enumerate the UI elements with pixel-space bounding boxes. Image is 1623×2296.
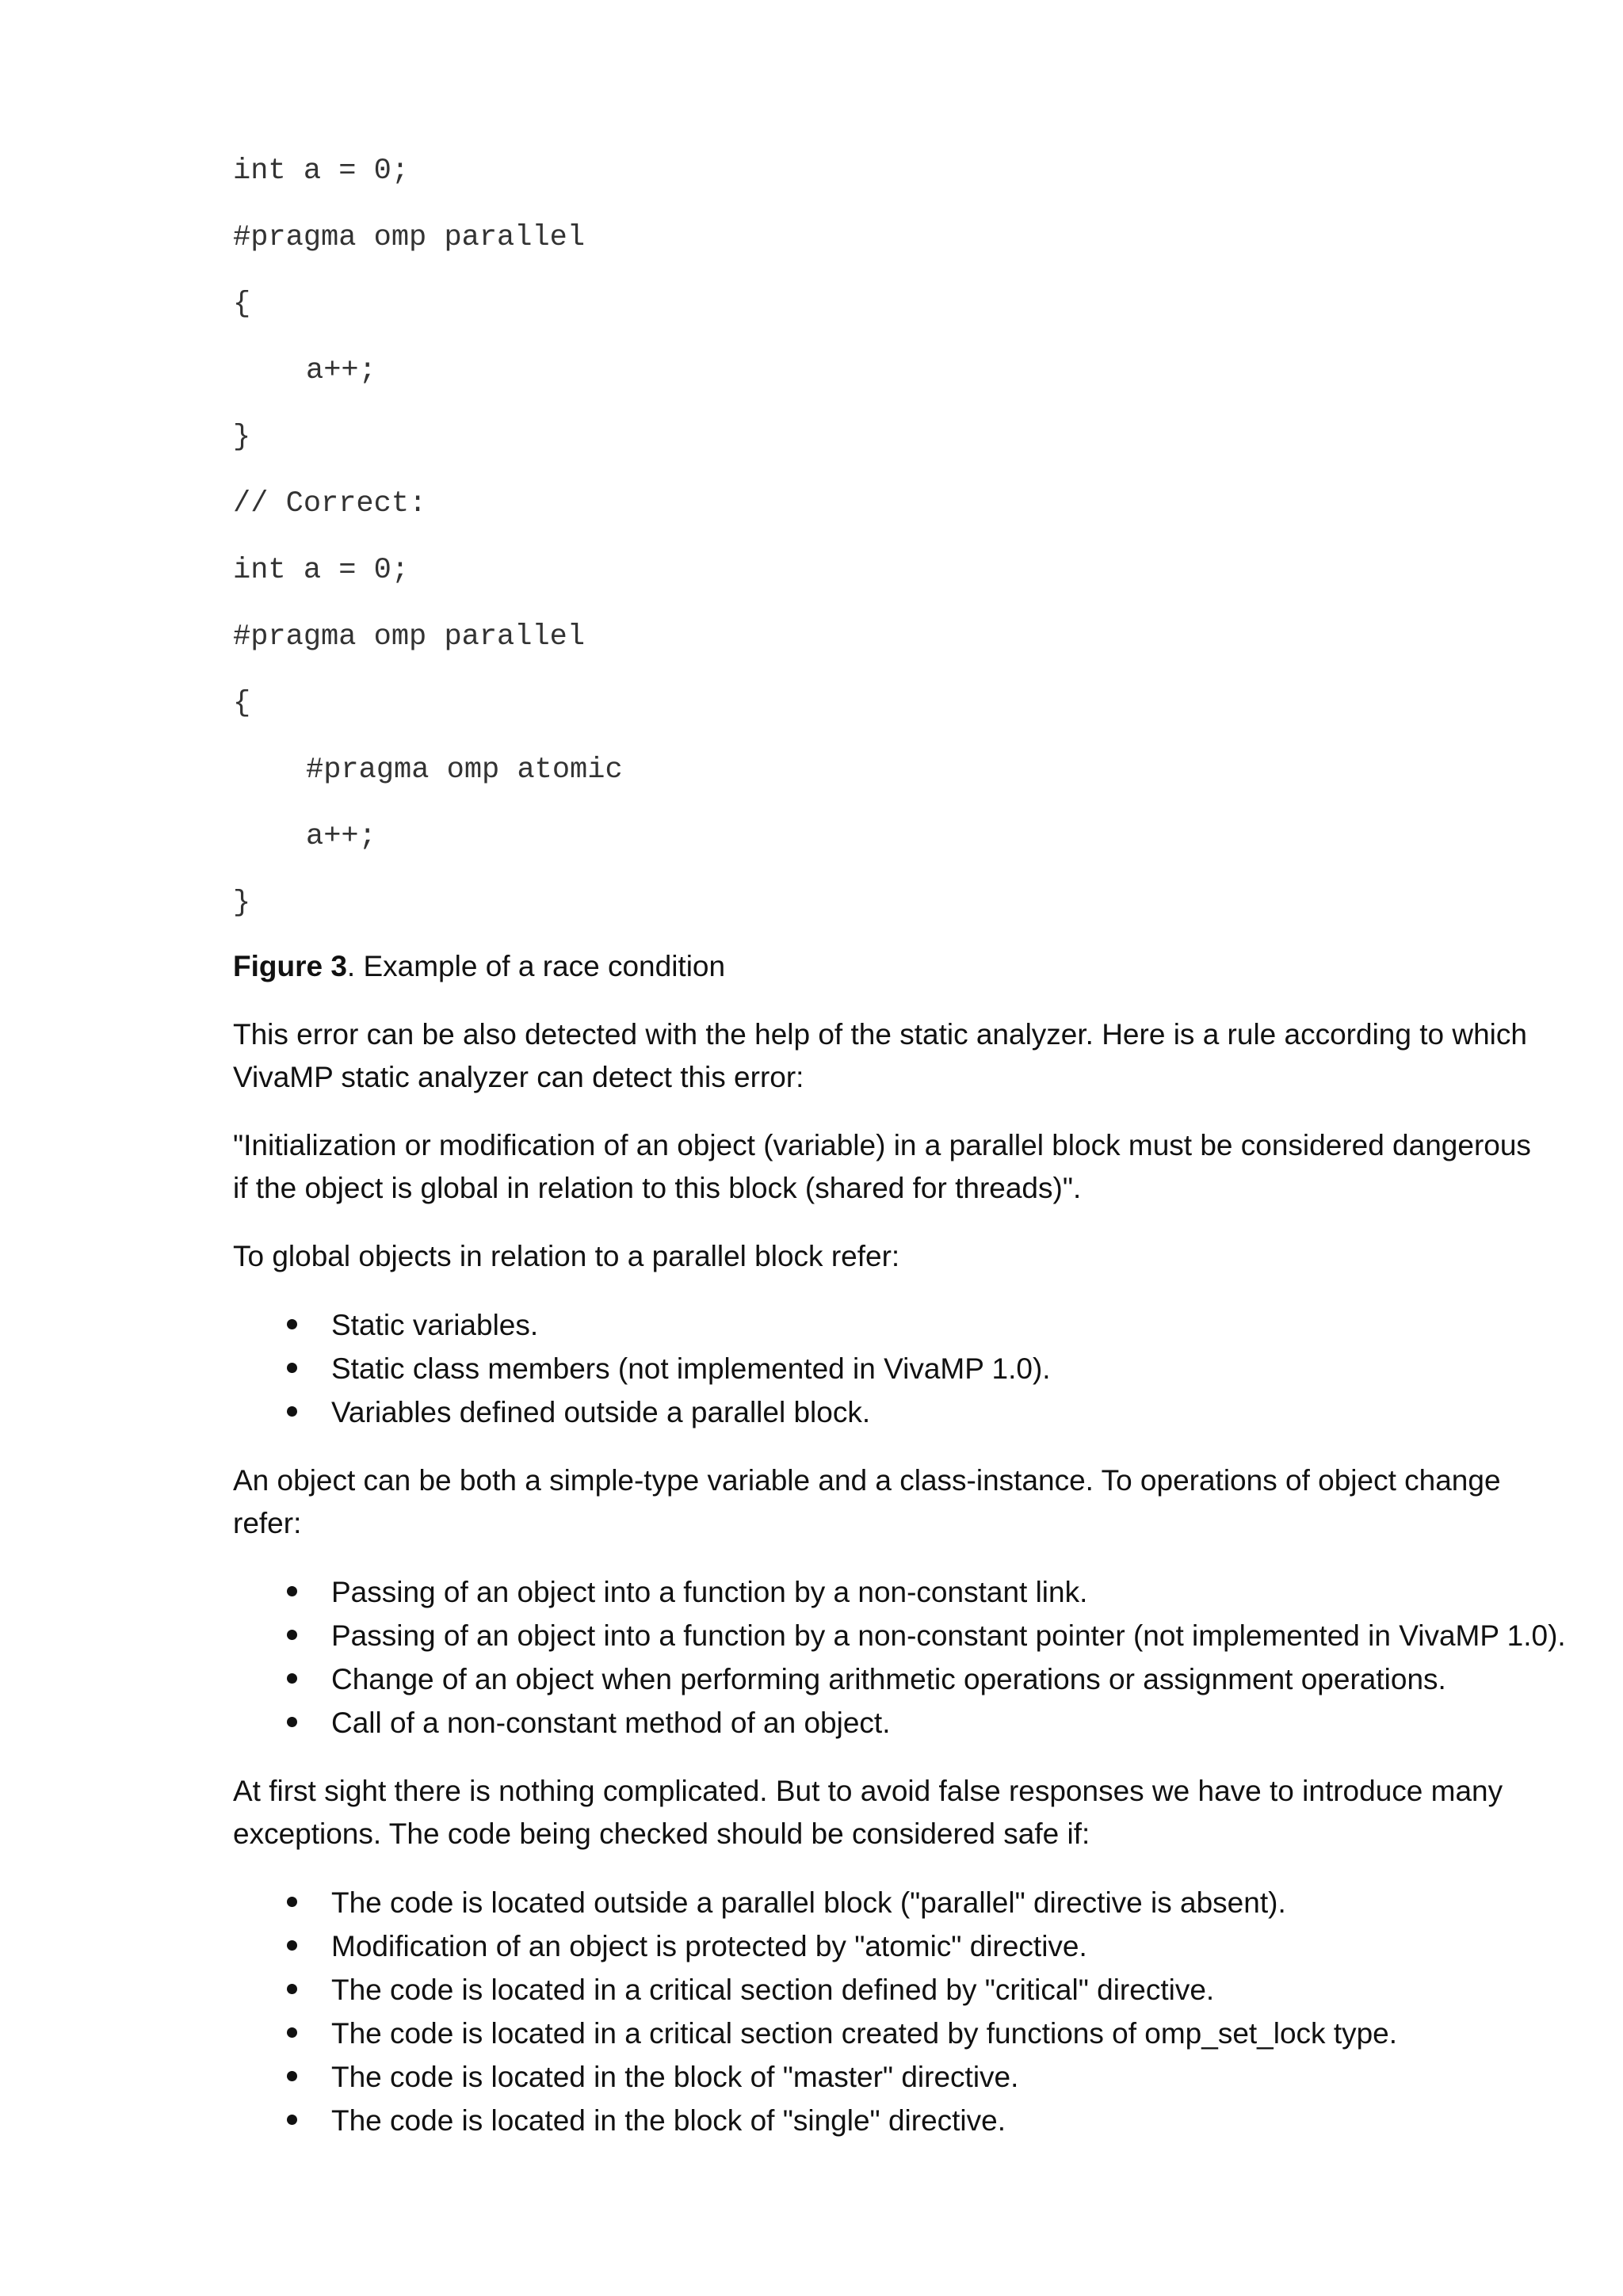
list-item <box>233 1614 1566 1657</box>
list-item <box>233 1570 1549 1614</box>
bullet-icon <box>287 2071 297 2081</box>
body-text <box>233 945 1566 2168</box>
code-listing <box>233 147 623 945</box>
list-item <box>233 1303 1549 1347</box>
code-line: #pragma omp parallel <box>233 221 586 254</box>
bullet-icon <box>287 1363 297 1373</box>
code-line: #pragma omp atomic <box>306 753 623 787</box>
global-objects-list <box>233 1303 1549 1434</box>
list-item-text: Static class members (not implemented in VivaMP 1.0). <box>331 1352 1051 1385</box>
code-line: } <box>233 421 251 454</box>
bullet-icon <box>287 1897 297 1907</box>
paragraph-exceptions: At first sight there is nothing complicated. But to avoid false responses we have to introduce many exceptions. The code being checked should be considered safe if: <box>233 1775 1503 1850</box>
code-comment: // Correct: <box>233 487 427 521</box>
list-item <box>233 1881 1549 1924</box>
bullet-icon <box>287 1673 297 1684</box>
figure-label: Figure 3 <box>233 950 347 982</box>
figure-caption-text: . Example of a race condition <box>346 950 726 982</box>
paragraph-global-objects: To global objects in relation to a parallel block refer: <box>233 1240 900 1272</box>
list-item <box>233 1390 1549 1434</box>
list-item <box>233 2012 1549 2055</box>
bullet-icon <box>287 2115 297 2125</box>
list-item-text: Modification of an object is protected by "atomic" directive. <box>331 1930 1087 1962</box>
paragraph-intro: This error can be also detected with the help of the static analyzer. Here is a rule according to which VivaMP static analyzer can detect this error: <box>233 1018 1527 1093</box>
paragraph-object-change: An object can be both a simple-type variable and a class-instance. To operations of object change refer: <box>233 1464 1501 1539</box>
bullet-icon <box>287 2027 297 2038</box>
list-item <box>233 1968 1549 2012</box>
object-change-list <box>233 1570 1566 1745</box>
list-item-text: Variables defined outside a parallel block. <box>331 1396 871 1428</box>
list-item <box>233 2099 1549 2142</box>
code-line: { <box>233 687 251 720</box>
bullet-icon <box>287 1406 297 1417</box>
bullet-icon <box>287 1940 297 1951</box>
bullet-icon <box>287 1630 297 1640</box>
list-item <box>233 1924 1549 1968</box>
code-line: } <box>233 887 251 920</box>
bullet-icon <box>287 1586 297 1596</box>
list-item-text: The code is located in the block of "master" directive. <box>331 2061 1019 2093</box>
list-item-text: The code is located outside a parallel block ("parallel" directive is absent). <box>331 1886 1286 1919</box>
bullet-icon <box>287 1319 297 1329</box>
code-line: #pragma omp parallel <box>233 620 586 654</box>
bullet-icon <box>287 1717 297 1727</box>
list-item-text: The code is located in a critical section defined by "critical" directive. <box>331 1974 1215 2006</box>
list-item-text: Static variables. <box>331 1309 539 1341</box>
list-item <box>233 1657 1549 1701</box>
code-line: int a = 0; <box>233 554 410 587</box>
code-line: a++; <box>306 354 376 387</box>
list-item-text: Passing of an object into a function by a non-constant link. <box>331 1576 1088 1608</box>
paragraph-rule: "Initialization or modification of an object (variable) in a parallel block must be considered dangerous if the object is global in relation to this block (shared for threads)". <box>233 1129 1531 1204</box>
code-line: a++; <box>306 820 376 853</box>
list-item-text: The code is located in the block of "single" directive. <box>331 2104 1006 2137</box>
list-item-text: Passing of an object into a function by a non-constant pointer (not implemented in VivaMP 1.0). <box>331 1619 1566 1652</box>
code-line: { <box>233 288 251 321</box>
list-item-text: The code is located in a critical section created by functions of omp_set_lock type. <box>331 2017 1398 2050</box>
figure-caption <box>233 945 1549 988</box>
list-item <box>233 1347 1549 1390</box>
list-item <box>233 2055 1549 2099</box>
code-line: int a = 0; <box>233 154 410 188</box>
exceptions-list <box>233 1881 1549 2142</box>
list-item-text: Change of an object when performing arithmetic operations or assignment operations. <box>331 1663 1446 1695</box>
list-item-text: Call of a non-constant method of an object. <box>331 1707 891 1739</box>
bullet-icon <box>287 1984 297 1994</box>
list-item <box>233 1701 1549 1745</box>
